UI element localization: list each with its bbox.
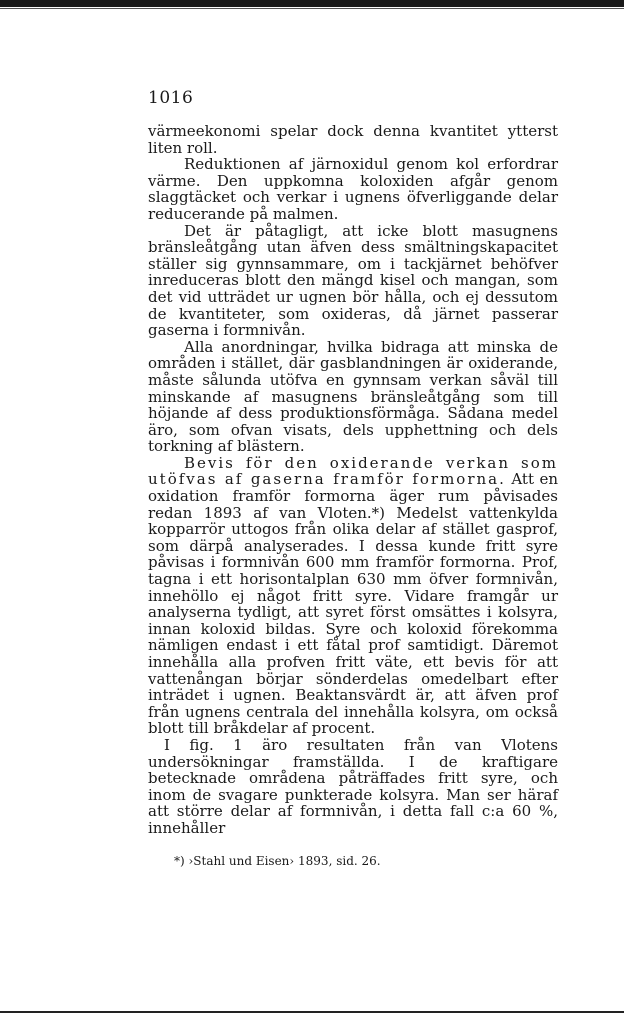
top-border-thin-rule — [0, 8, 624, 9]
body-text — [148, 123, 558, 837]
paragraph-5 — [148, 455, 558, 737]
paragraph-3: Det är påtagligt, att icke blott masugnens bränsleåtgång utan äfven dess smältningskapacitet ställer sig gynnsammare, om i tackjärnet behöfver inreduceras blott den mängd kisel och mangan, som det vid utträdet ur ugnen bör hålla, och ej dessutom de kvantiteter, som oxideras, då järnet passerar gaserna i formnivån. — [148, 221, 558, 340]
section-heading-inline: Bevis för den oxiderande verkan som utöfvas af gaserna framför formorna. — [148, 453, 558, 489]
paragraph-4: Alla anordningar, hvilka bidraga att minska de områden i stället, där gasblandningen är oxiderande, måste sålunda utöfva en gynnsam verkan såväl till minskande af masugnens bränsleåtgång som till höjande af dess produktionsförmåga. Sådana medel äro, som ofvan visats, dels upphettning och dels torkning af blästern. — [148, 337, 558, 456]
bottom-border-rule — [0, 1011, 624, 1013]
paragraph-2: Reduktionen af järnoxidul genom kol erfordrar värme. Den uppkomna koloxiden afgår genom slaggtäcket och verkar i ugnens öfverliggande delar reducerande på malmen. — [148, 155, 558, 223]
paragraph-1: värmeekonomi spelar dock denna kvantitet ytterst liten roll. — [148, 122, 558, 157]
top-border-rule — [0, 0, 624, 7]
page-number: 1016 — [148, 88, 194, 108]
footnote: *) ›Stahl und Eisen› 1893, sid. 26. — [174, 854, 381, 868]
paragraph-5-text: Att en oxidation framför formorna äger rum påvisades redan 1893 af van Vloten.*) Medelst vattenkylda kopparrör uttogos från olika delar af stället gasprof, som därpå analyserades. I dessa kunde fritt syre påvisas i formnivån 600 mm framför formorna. Prof, tagna i ett horisontalplan 630 mm öfver formnivån, innehöllo ej något fritt syre. Vidare framgår ur analyserna tydligt, att syret först omsättes i kolsyra, innan koloxid bildas. Syre och koloxid förekomma nämligen endast i ett fåtal prof samtidigt. Däremot innehålla alla profven fritt väte, ett bevis för att vattenångan börjar sönderdelas omedelbart efter inträdet i ugnen. Beaktansvärdt är, att äfven prof från ugnens centrala del innehålla kolsyra, om också blott till bråkdelar af procent. — [148, 470, 558, 738]
paragraph-6: I fig. 1 äro resultaten från van Vlotens undersökningar framställda. I de kraftigare betecknade områdena påträffades fritt syre, och inom de svagare punkterade kolsyra. Man ser häraf att större delar af formnivån, i detta fall c:a 60 %, innehåller — [148, 735, 558, 837]
